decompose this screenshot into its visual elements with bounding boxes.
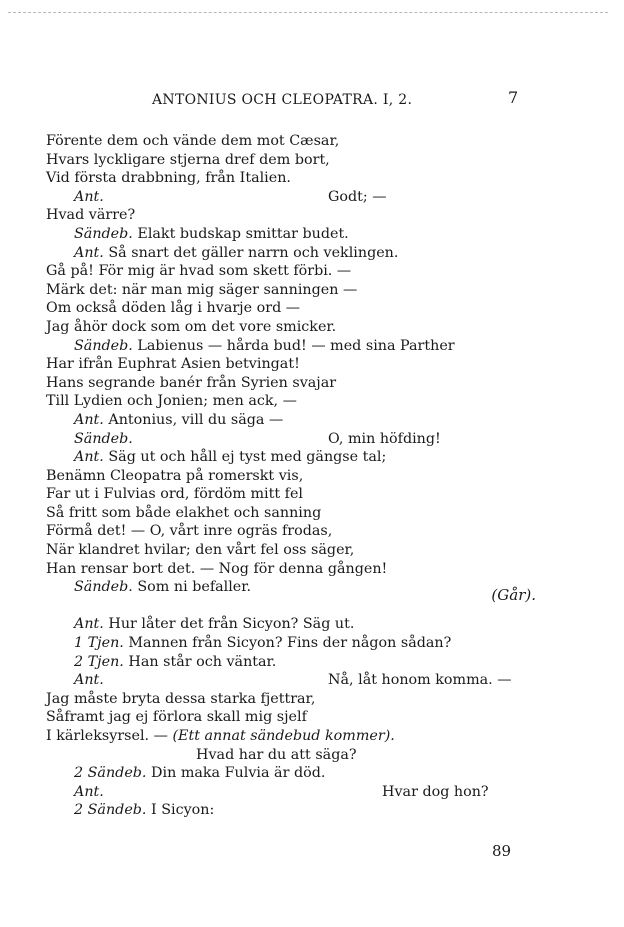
speaker-name: 1 Tjen. (74, 635, 124, 652)
line-text: I kärleksyrsel. — (46, 728, 173, 744)
verse-line (46, 578, 536, 615)
verse-line: Hans segrande banér från Syrien svajar (46, 374, 337, 391)
verse-line: Benämn Cleopatra på romerskt vis, (46, 467, 304, 484)
line-text: Hur låter det från Sicyon? Säg ut. (103, 616, 355, 633)
verse-line: När klandret hvilar; den vårt fel oss säger, (46, 542, 355, 559)
speaker-name: Ant. (74, 783, 104, 800)
scan-edge-line (8, 12, 608, 13)
line-text: Nå, låt honom komma. — (328, 672, 512, 689)
verse-line: Hvad värre? (46, 207, 136, 224)
page-number: 7 (508, 88, 519, 107)
verse-line: Far ut i Fulvias ord, fördöm mitt fel (46, 486, 303, 503)
line-text: Mannen från Sicyon? Fins der någon sådan? (123, 635, 452, 652)
verse-line (46, 615, 536, 634)
line-text: Så snart det gäller narrn och veklingen. (103, 244, 399, 261)
speaker-name: Sändeb. (74, 430, 133, 447)
line-text: Labienus — hårda bud! — med sina Parther (132, 337, 455, 354)
verse-line: Märk det: när man mig säger sanningen — (46, 281, 358, 298)
verse-line: Såframt jag ej förlora skall mig sjelf (46, 709, 307, 726)
speaker-name: Sändeb. (74, 337, 133, 354)
verse-line (46, 801, 536, 820)
verse-line: Har ifrån Euphrat Asien betvingat! (46, 356, 300, 373)
line-text: Godt; — (328, 188, 387, 205)
line-text: Elakt budskap smittar budet. (132, 225, 349, 242)
play-text (46, 132, 536, 820)
line-text: Antonius, vill du säga — (103, 411, 284, 428)
speaker-name: Ant. (74, 616, 104, 633)
verse-line: Han rensar bort det. — Nog för denna gången! (46, 560, 388, 577)
line-text: Som ni befaller. (132, 579, 252, 596)
verse-line (46, 244, 536, 263)
verse-line (46, 783, 536, 802)
stage-direction-exit: (Går). (491, 586, 536, 605)
speaker-name: Sändeb. (74, 225, 133, 242)
folio-number: 89 (492, 842, 512, 860)
line-text: Säg ut och håll ej tyst med gängse tal; (103, 449, 387, 466)
verse-line: Vid första drabbning, från Italien. (46, 170, 291, 187)
verse-line: Jag måste bryta dessa starka fjettrar, (46, 690, 316, 707)
speaker-name: Ant. (74, 672, 104, 689)
verse-line (46, 764, 536, 783)
verse-line: Till Lydien och Jonien; men ack, — (46, 393, 297, 410)
verse-line: Förente dem och vände dem mot Cæsar, (46, 133, 340, 149)
speaker-name: Ant. (74, 188, 104, 205)
verse-line (46, 430, 536, 449)
line-text: I Sicyon: (146, 802, 215, 819)
verse-line (46, 634, 536, 653)
speaker-name: 2 Sändeb. (74, 802, 147, 819)
verse-line (46, 188, 536, 207)
verse-line (46, 225, 536, 244)
stage-direction: (Ett annat sändebud kommer). (172, 728, 395, 744)
verse-line: Jag åhör dock som om det vore smicker. (46, 318, 337, 335)
speaker-name: 2 Sändeb. (74, 765, 147, 782)
verse-line: Gå på! För mig är hvad som skett förbi. — (46, 263, 352, 280)
verse-line: Hvad har du att säga? (196, 746, 357, 763)
verse-line: Så fritt som både elakhet och sanning (46, 504, 322, 521)
line-text: Han står och väntar. (123, 653, 277, 670)
verse-line (46, 448, 536, 467)
verse-line (46, 671, 536, 690)
verse-line: Om också döden låg i hvarje ord — (46, 300, 301, 317)
running-title: ANTONIUS OCH CLEOPATRA. I, 2. (152, 92, 413, 108)
speaker-name: Sändeb. (74, 579, 133, 596)
speaker-name: Ant. (74, 411, 104, 428)
speaker-name: Ant. (74, 244, 104, 261)
line-text: Hvar dog hon? (382, 783, 489, 800)
verse-line: Hvars lyckligare stjerna dref dem bort, (46, 151, 330, 168)
verse-line (46, 411, 536, 430)
speaker-name: Ant. (74, 449, 104, 466)
verse-line (46, 337, 536, 356)
verse-line: Förmå det! — O, vårt inre ogräs frodas, (46, 523, 333, 540)
speaker-name: 2 Tjen. (74, 653, 124, 670)
line-text: Din maka Fulvia är död. (146, 765, 326, 782)
line-text: O, min höfding! (328, 430, 441, 447)
verse-line (46, 653, 536, 672)
verse-line (46, 727, 536, 746)
